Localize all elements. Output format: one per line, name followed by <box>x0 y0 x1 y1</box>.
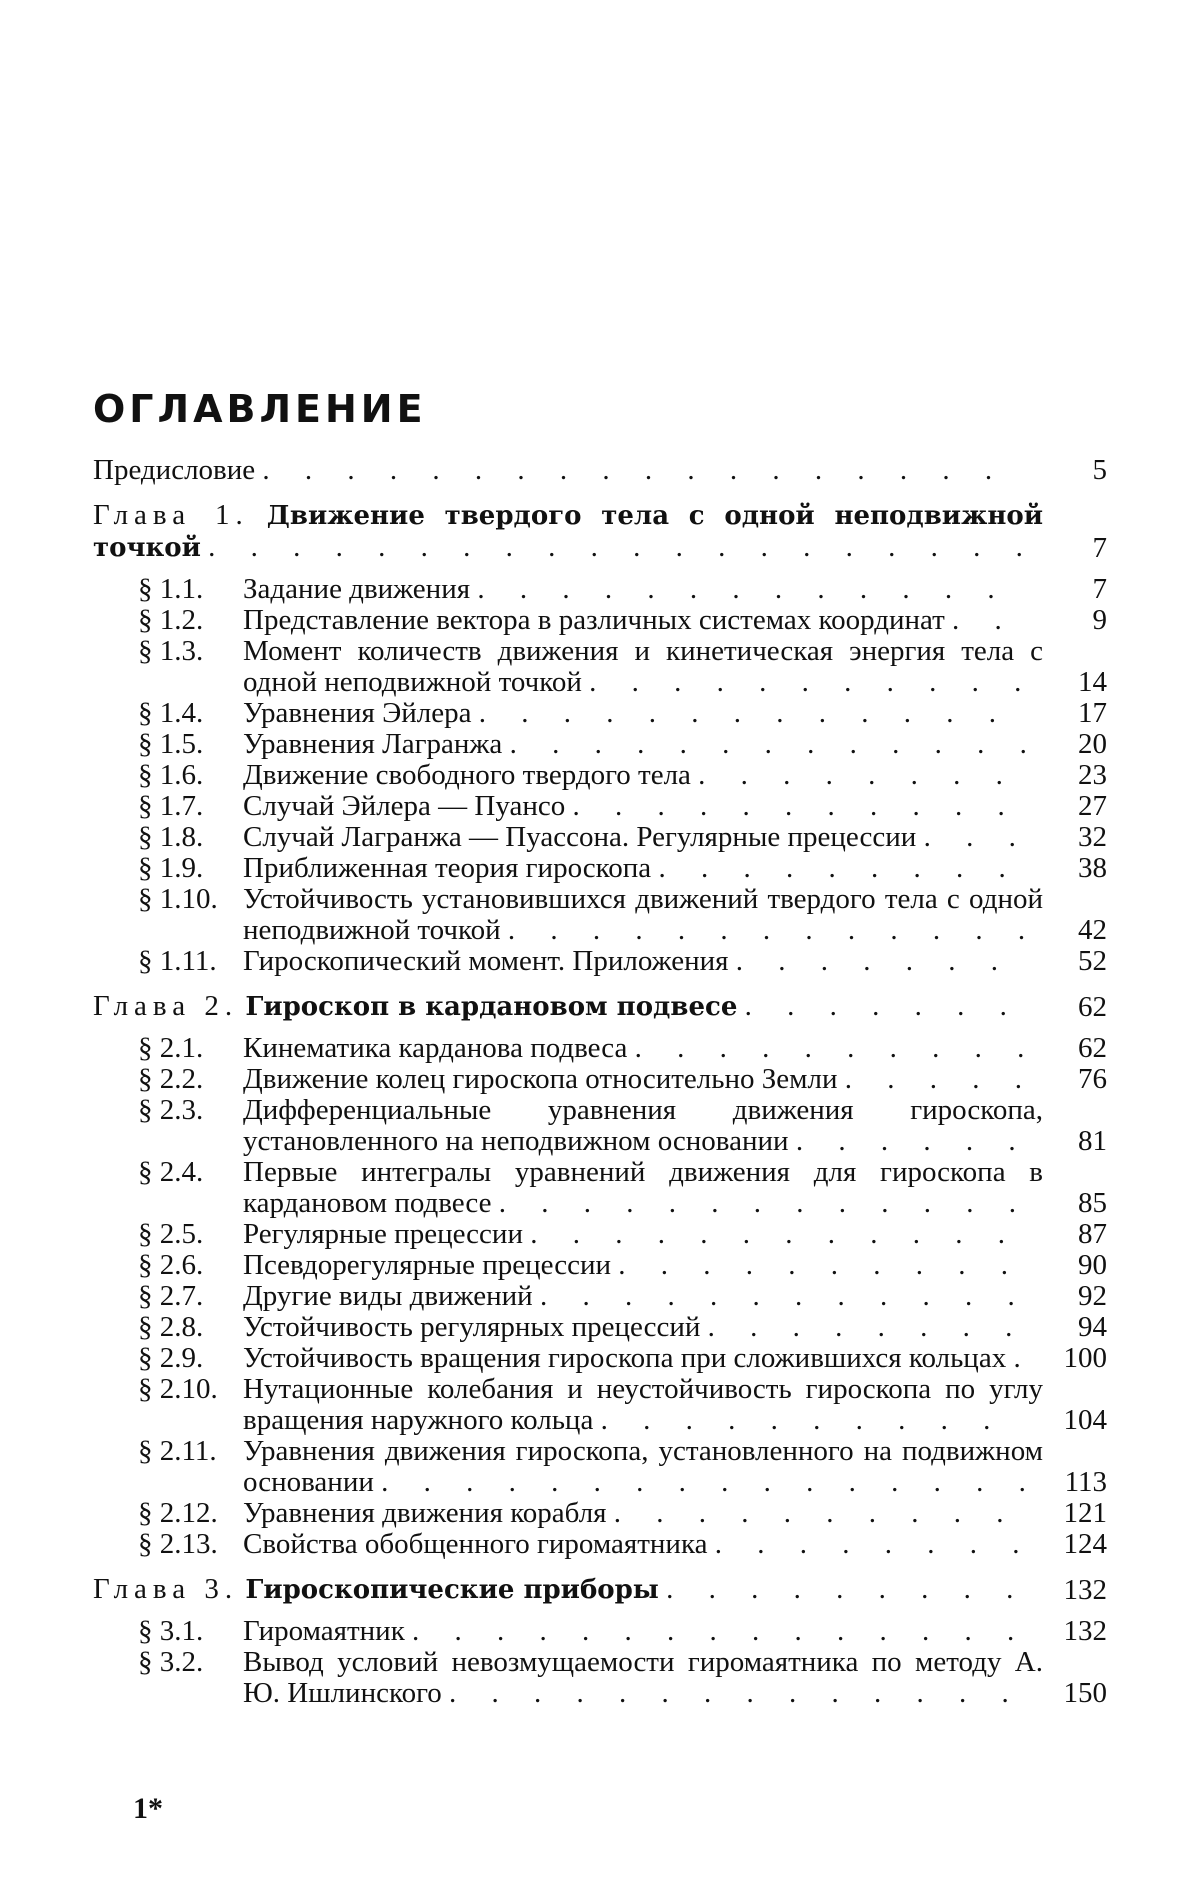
dot-leader: . . . . . <box>844 1063 1036 1095</box>
section-number: § 1.8. <box>138 821 204 853</box>
toc-section-entry[interactable] <box>0 1616 1200 1647</box>
page-number: 23 <box>1078 759 1107 791</box>
page-number: 42 <box>1078 914 1107 946</box>
chapter-title: Гироскоп в кардановом подвесе <box>245 992 738 1022</box>
dot-leader: . . . . . . . . . . . <box>589 666 1036 698</box>
entry-text <box>243 1374 1043 1436</box>
toc-section-entry[interactable] <box>0 884 1200 946</box>
entry-title: Регулярные прецессии <box>243 1218 523 1250</box>
entry-title: Предисловие <box>93 454 256 486</box>
section-number: § 2.5. <box>138 1218 204 1250</box>
entry-title: Первые интегралы уравнений движения для гироскопа в кардановом подвесе <box>243 1156 1043 1219</box>
entry-text <box>93 455 1043 486</box>
dot-leader: . . . . . . . <box>744 990 1021 1022</box>
toc-section-entry[interactable] <box>0 574 1200 605</box>
entry-title: Гироскопический момент. Приложения <box>243 945 729 977</box>
chapter-label: Глава 2. <box>93 990 239 1022</box>
entry-title: Представление вектора в различных системах координат <box>243 604 945 636</box>
dot-leader: . . . . . . . . <box>714 1528 1034 1560</box>
toc-section-entry[interactable] <box>0 946 1200 977</box>
dot-leader: . . . . . . . . . . . . <box>530 1218 1019 1250</box>
dot-leader: . . . . . . . . <box>698 759 1017 791</box>
section-number: § 1.6. <box>138 759 204 791</box>
section-number: § 2.3. <box>138 1094 204 1126</box>
page-number: 7 <box>1092 573 1107 605</box>
entry-text <box>243 729 1043 760</box>
page-number: 85 <box>1078 1187 1107 1219</box>
chapter-label: Глава 1. <box>93 499 249 531</box>
entry-text <box>243 1281 1043 1312</box>
section-number: § 1.4. <box>138 697 204 729</box>
page-number: 90 <box>1078 1249 1107 1281</box>
entry-text <box>243 1647 1043 1709</box>
toc-section-entry[interactable] <box>0 1219 1200 1250</box>
section-number: § 1.10. <box>138 883 218 915</box>
section-number: § 2.4. <box>138 1156 204 1188</box>
entry-title: Вывод условий невозмущаемости гиромаятника по методу А. Ю. Ишлинского <box>243 1646 1043 1709</box>
page-number: 38 <box>1078 852 1107 884</box>
toc-section-entry[interactable] <box>0 636 1200 698</box>
toc-section-entry[interactable] <box>0 1250 1200 1281</box>
toc-chapter-entry[interactable] <box>0 1574 1200 1606</box>
dot-leader: . . . . . . <box>795 1125 1030 1157</box>
page-number: 100 <box>1063 1342 1107 1374</box>
section-number: § 1.3. <box>138 635 204 667</box>
toc-section-entry[interactable] <box>0 1498 1200 1529</box>
entry-text <box>243 1343 1043 1374</box>
entry-title: Устойчивость регулярных прецессий <box>243 1311 701 1343</box>
entry-title: Другие виды движений <box>243 1280 533 1312</box>
toc-section-entry[interactable] <box>0 729 1200 760</box>
dot-leader: . . . . . . . . . . <box>613 1497 1018 1529</box>
section-number: § 2.9. <box>138 1342 204 1374</box>
chapter-title: Гироскопические приборы <box>245 1575 659 1605</box>
dot-leader: . . . . . . . . . . . . . <box>478 697 1010 729</box>
page-number: 62 <box>1078 991 1107 1023</box>
section-number: § 1.1. <box>138 573 204 605</box>
entry-title: Нутационные колебания и неустойчивость гироскопа по углу вращения наружного кольца <box>243 1373 1043 1436</box>
page-number: 113 <box>1064 1466 1107 1498</box>
entry-text <box>243 574 1043 605</box>
entry-text <box>243 1616 1043 1647</box>
dot-leader: . . . . . . . . . . . <box>572 790 1019 822</box>
entry-title: Кинематика карданова подвеса <box>243 1032 628 1064</box>
section-number: § 2.2. <box>138 1063 204 1095</box>
page-number: 94 <box>1078 1311 1107 1343</box>
dot-leader: . . . . . . . . . . . . . . . . . . <box>262 454 1007 486</box>
dot-leader: . . . . . . . . . . . . <box>539 1280 1029 1312</box>
toc-section-entry[interactable] <box>0 1312 1200 1343</box>
section-number: § 2.1. <box>138 1032 204 1064</box>
chapter-title: Движение твердого тела с одной неподвижной точкой <box>93 501 1043 563</box>
entry-title: Случай Лагранжа — Пуассона. Регулярные прецессии <box>243 821 917 853</box>
entry-text <box>243 1436 1043 1498</box>
entry-text <box>243 1498 1043 1529</box>
entry-text <box>243 1095 1043 1157</box>
entry-title: Движение свободного твердого тела <box>243 759 691 791</box>
dot-leader: . . . . . . . . . . <box>634 1032 1039 1064</box>
section-number: § 2.11. <box>138 1435 217 1467</box>
page-number: 9 <box>1092 604 1107 636</box>
page-number: 92 <box>1078 1280 1107 1312</box>
toc-preface-entry[interactable] <box>0 455 1200 486</box>
toc-section-entry[interactable] <box>0 605 1200 636</box>
dot-leader: . . . . . . . . . . <box>618 1249 1022 1281</box>
dot-leader: . . . . . . . . . . . . . <box>509 728 1041 760</box>
page-number: 5 <box>1092 454 1107 486</box>
dot-leader: . <box>1013 1342 1035 1374</box>
entry-title: Момент количеств движения и кинетическая энергия тела с одной неподвижной точкой <box>243 635 1043 698</box>
entry-text <box>93 1574 1043 1606</box>
entry-text <box>243 636 1043 698</box>
entry-text <box>243 1529 1043 1560</box>
entry-text <box>243 884 1043 946</box>
dot-leader: . . . <box>923 821 1030 853</box>
dot-leader: . . . . . . . . . . . . . <box>477 573 1009 605</box>
toc-section-entry[interactable] <box>0 760 1200 791</box>
entry-title: Дифференциальные уравнения движения гироскопа, установленного на неподвижном основании <box>243 1094 1043 1157</box>
entry-text <box>93 991 1043 1023</box>
entry-title: Движение колец гироскопа относительно Земли <box>243 1063 838 1095</box>
entry-text <box>243 605 1043 636</box>
toc-section-entry[interactable] <box>0 1647 1200 1709</box>
toc-section-entry[interactable] <box>0 853 1200 884</box>
page-number: 87 <box>1078 1218 1107 1250</box>
signature-mark: 1* <box>133 1792 163 1825</box>
entry-title: Задание движения <box>243 573 471 605</box>
entry-text <box>243 1157 1043 1219</box>
toc-chapter-entry[interactable] <box>0 500 1200 564</box>
toc-section-entry[interactable] <box>0 1095 1200 1157</box>
toc-section-entry[interactable] <box>0 1343 1200 1374</box>
page-number: 7 <box>1092 532 1107 564</box>
page-number: 121 <box>1063 1497 1107 1529</box>
section-number: § 2.6. <box>138 1249 204 1281</box>
page-number: 17 <box>1078 697 1107 729</box>
section-number: § 1.2. <box>138 604 204 636</box>
table-of-contents <box>0 455 1200 1709</box>
toc-section-entry[interactable] <box>0 1033 1200 1064</box>
entry-text <box>243 1033 1043 1064</box>
section-number: § 1.11. <box>138 945 217 977</box>
dot-leader: . . <box>952 604 1016 636</box>
section-number: § 3.1. <box>138 1615 204 1647</box>
entry-title: Гиромаятник <box>243 1615 405 1647</box>
dot-leader: . . . . . . . . . . <box>600 1404 1005 1436</box>
dot-leader: . . . . . . . <box>735 945 1013 977</box>
section-number: § 2.8. <box>138 1311 204 1343</box>
dot-leader: . . . . . . . . . . . . . . . <box>412 1615 1029 1647</box>
entry-text <box>243 791 1043 822</box>
toc-section-entry[interactable] <box>0 1281 1200 1312</box>
toc-section-entry[interactable] <box>0 1064 1200 1095</box>
section-number: § 2.13. <box>138 1528 218 1560</box>
page-number: 132 <box>1063 1574 1107 1606</box>
page-number: 104 <box>1063 1404 1107 1436</box>
entry-text <box>243 853 1043 884</box>
toc-section-entry[interactable] <box>0 1157 1200 1219</box>
toc-section-entry[interactable] <box>0 1529 1200 1560</box>
entry-text <box>243 698 1043 729</box>
page-title: ОГЛАВЛЕНИЕ <box>93 387 427 431</box>
entry-text <box>243 1250 1043 1281</box>
section-number: § 2.7. <box>138 1280 204 1312</box>
toc-section-entry[interactable] <box>0 1436 1200 1498</box>
entry-text <box>243 1064 1043 1095</box>
page-number: 150 <box>1063 1677 1107 1709</box>
page-number: 132 <box>1063 1615 1107 1647</box>
section-number: § 1.9. <box>138 852 204 884</box>
entry-title: Уравнения Лагранжа <box>243 728 503 760</box>
page-number: 52 <box>1078 945 1107 977</box>
dot-leader: . . . . . . . . . . . . . . <box>449 1677 1023 1709</box>
entry-text <box>93 500 1043 564</box>
entry-title: Устойчивость вращения гироскопа при сложившихся кольцах <box>243 1342 1007 1374</box>
dot-leader: . . . . . . . . . <box>666 1573 1028 1605</box>
page-number: 20 <box>1078 728 1107 760</box>
entry-title: Приближенная теория гироскопа <box>243 852 652 884</box>
entry-text <box>243 1312 1043 1343</box>
section-number: § 3.2. <box>138 1646 204 1678</box>
entry-title: Уравнения движения гироскопа, установленного на подвижном основании <box>243 1435 1043 1498</box>
page-number: 124 <box>1063 1528 1107 1560</box>
dot-leader: . . . . . . . . . . . . . . . . . . . . <box>208 531 1037 563</box>
dot-leader: . . . . . . . . . . . . . <box>498 1187 1030 1219</box>
entry-title: Свойства обобщенного гиромаятника <box>243 1528 708 1560</box>
entry-title: Уравнения Эйлера <box>243 697 472 729</box>
toc-section-entry[interactable] <box>0 1374 1200 1436</box>
dot-leader: . . . . . . . . . <box>658 852 1020 884</box>
page-number: 76 <box>1078 1063 1107 1095</box>
entry-title: Псевдорегулярные прецессии <box>243 1249 611 1281</box>
chapter-label: Глава 3. <box>93 1573 239 1605</box>
page-number: 14 <box>1078 666 1107 698</box>
section-number: § 2.12. <box>138 1497 218 1529</box>
toc-chapter-entry[interactable] <box>0 991 1200 1023</box>
page-number: 62 <box>1078 1032 1107 1064</box>
entry-text <box>243 1219 1043 1250</box>
entry-text <box>243 822 1043 853</box>
entry-text <box>243 946 1043 977</box>
page-number: 32 <box>1078 821 1107 853</box>
section-number: § 1.7. <box>138 790 204 822</box>
page-number: 27 <box>1078 790 1107 822</box>
toc-section-entry[interactable] <box>0 822 1200 853</box>
dot-leader: . . . . . . . . <box>707 1311 1027 1343</box>
toc-section-entry[interactable] <box>0 698 1200 729</box>
dot-leader: . . . . . . . . . . . . . . . . <box>381 1466 1040 1498</box>
entry-title: Уравнения движения корабля <box>243 1497 607 1529</box>
entry-text <box>243 760 1043 791</box>
toc-section-entry[interactable] <box>0 791 1200 822</box>
entry-title: Устойчивость установившихся движений твердого тела с одной неподвижной точкой <box>243 883 1043 946</box>
section-number: § 2.10. <box>138 1373 218 1405</box>
entry-title: Случай Эйлера — Пуансо <box>243 790 566 822</box>
dot-leader: . . . . . . . . . . . . . <box>507 914 1040 946</box>
section-number: § 1.5. <box>138 728 204 760</box>
page-number: 81 <box>1078 1125 1107 1157</box>
